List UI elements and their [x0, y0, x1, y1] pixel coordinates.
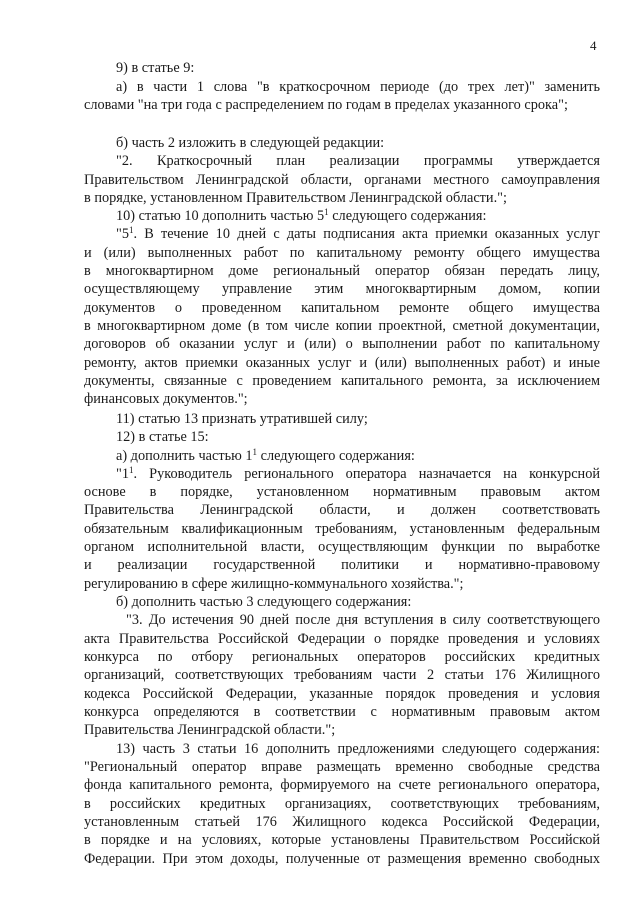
text-line	[116, 226, 600, 242]
text-line: организаций, соответствующих требованиям части 2 статьи 176 Жилищного	[84, 667, 600, 683]
text-fragment: . В течение 10 дней с даты подписания акта приемки оказанных услуг	[133, 226, 600, 242]
text-line: 11) статью 13 признать утратившей силу;	[116, 411, 368, 427]
text-line: договоров об оказании услуг и (или) о выполнении работ по капитальному	[84, 336, 600, 352]
text-line: "Региональный оператор вправе размещать временно свободные средства	[84, 759, 600, 775]
text-line: основе в порядке, установленном нормативным правовым актом	[84, 484, 600, 500]
text-line: и реализации государственной политики и нормативно-правовому	[84, 557, 600, 573]
text-line: органом исполнительной власти, осуществляющим функции по выработке	[84, 539, 600, 555]
text-line: в порядке, установленном Правительством Ленинградской области.";	[84, 190, 507, 206]
text-fragment: . Руководитель регионального оператора назначается на конкурсной	[133, 466, 600, 482]
text-line: конкурса определяются в соответствии с нормативным правовым актом	[84, 704, 600, 720]
text-line: фонда капитального ремонта, формируемого на счете регионального оператора,	[84, 777, 600, 793]
text-line: финансовых документов.";	[84, 391, 248, 407]
text-fragment: 10) статью 10 дополнить частью 5	[116, 208, 325, 224]
text-line: 12) в статье 15:	[116, 429, 209, 445]
text-line: установленным статьей 176 Жилищного кодекса Российской Федерации,	[84, 814, 600, 830]
text-fragment: а) дополнить частью 1	[116, 448, 253, 464]
text-line: в порядке и на условиях, которые установлены Правительством Российской	[84, 832, 600, 848]
text-line: в многоквартирном доме региональный оператор обязан передать лицу,	[84, 263, 600, 279]
text-line: в многоквартирном доме (в том числе копии проектной, сметной документации,	[84, 318, 600, 334]
text-line: кодекса Российской Федерации, указанные порядок проведения и условия	[84, 686, 600, 702]
text-fragment: следующего содержания:	[257, 448, 415, 464]
text-line	[116, 466, 600, 482]
superscript: 1	[252, 447, 258, 457]
text-line: регулированию в сфере жилищно-коммунального хозяйства.";	[84, 576, 464, 592]
text-line: "3. До истечения 90 дней после дня вступления в силу соответствующего	[126, 612, 600, 628]
superscript: 1	[324, 207, 329, 217]
text-fragment: следующего содержания:	[328, 208, 487, 224]
superscript: 1	[129, 225, 134, 235]
text-line: документов о проведенном капитальном ремонте общего имущества	[84, 300, 600, 316]
text-line: обязательным квалификационным требованиям, установленным федеральным	[84, 521, 600, 537]
text-line: Правительством Ленинградской области, органами местного самоуправления	[84, 172, 600, 188]
superscript: 1	[129, 465, 134, 475]
text-line: б) дополнить частью 3 следующего содержания:	[116, 594, 412, 610]
text-line: ремонту, актов приемки оказанных услуг и (или) выполненных работ) и иные	[84, 355, 600, 371]
text-line: б) часть 2 изложить в следующей редакции:	[116, 135, 385, 151]
text-line: осуществляющему управление этим многоквартирным домом, копии	[84, 281, 600, 297]
text-line: словами "на три года с распределением по годам в пределах указанного срока";	[84, 97, 568, 113]
text-line: и (или) выполненных работ по капитальному ремонту общего имущества	[84, 245, 600, 261]
text-fragment: "5	[116, 226, 129, 242]
text-line: в российских кредитных организациях, соответствующих требованиям,	[84, 796, 600, 812]
text-line: акта Правительства Российской Федерации о порядке проведения и условиях	[84, 631, 600, 647]
text-line: документы, связанные с проведением капитального ремонта, за исключением	[84, 373, 600, 389]
text-line: а) в части 1 слова "в краткосрочном периоде (до трех лет)" заменить	[116, 79, 600, 95]
text-line: конкурса по отбору региональных операторов российских кредитных	[84, 649, 600, 665]
text-line: "2. Краткосрочный план реализации программы утверждается	[116, 153, 600, 169]
text-line: 13) часть 3 статьи 16 дополнить предложениями следующего содержания:	[116, 741, 600, 757]
text-line: Правительства Ленинградской области, и должен соответствовать	[84, 502, 600, 518]
text-line	[116, 448, 415, 464]
page-number: 4	[590, 38, 597, 53]
text-line	[116, 208, 486, 224]
text-line: Федерации. При этом доходы, полученные от размещения временно свободных	[84, 851, 600, 867]
text-fragment: "1	[116, 466, 129, 482]
text-line: 9) в статье 9:	[116, 60, 195, 76]
text-line: Правительства Ленинградской области.";	[84, 722, 336, 738]
